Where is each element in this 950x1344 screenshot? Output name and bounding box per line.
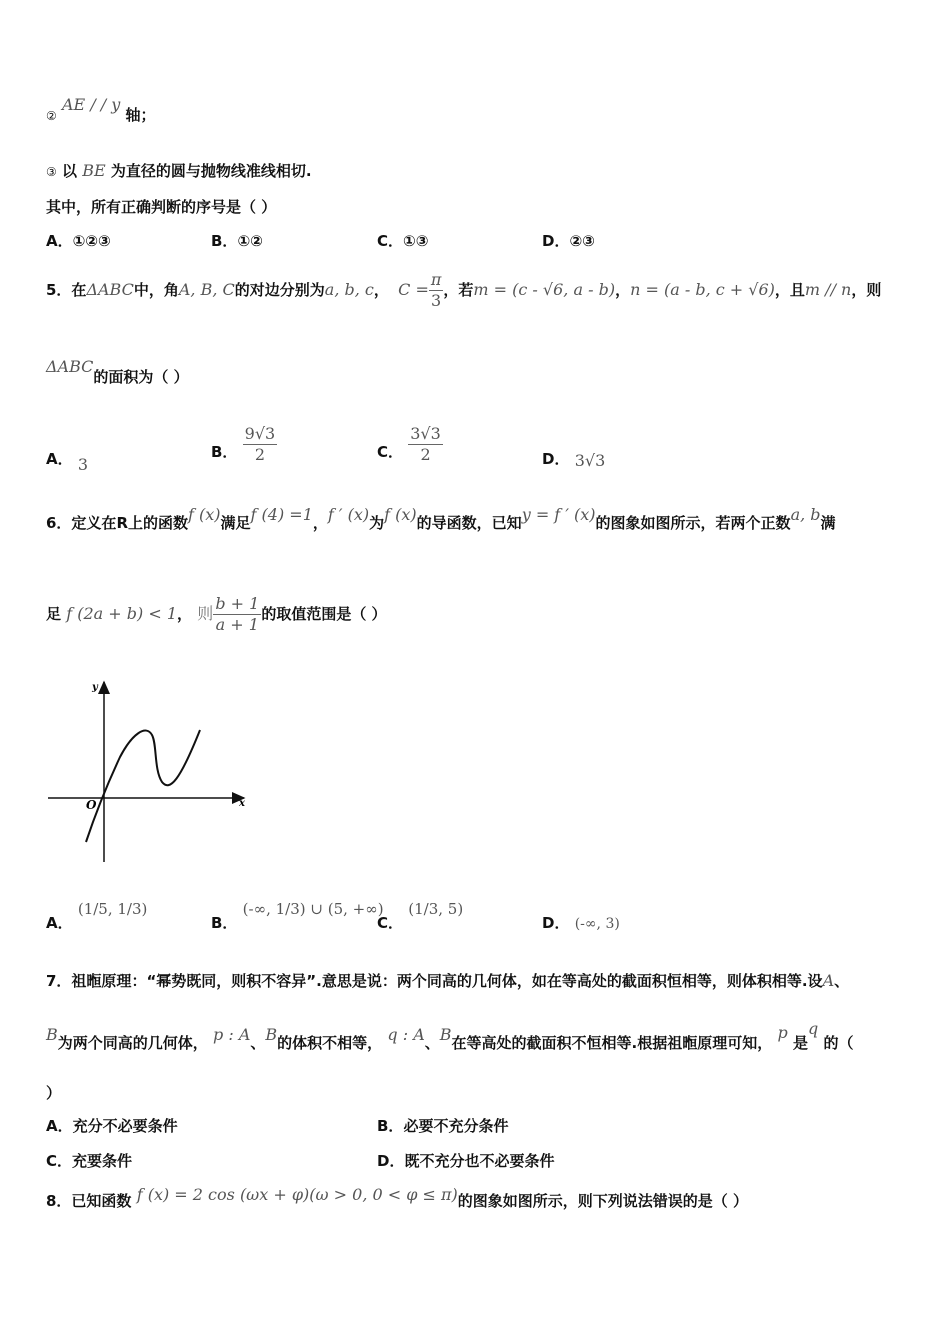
option-text: ①②③ bbox=[72, 232, 111, 250]
option-value: 3√3 bbox=[574, 451, 606, 470]
q6-option-a[interactable] bbox=[46, 900, 148, 933]
stem-text: 则 bbox=[197, 604, 214, 623]
option-label: A． bbox=[46, 450, 73, 468]
option-text: ②③ bbox=[569, 232, 595, 250]
stem-text: 7．祖暅原理：“幂势既同，则积不容异”.意思是说：两个同高的几何体，如在等高处的截面积恒相等，则体积相等.设 bbox=[46, 972, 823, 990]
option-text: 充要条件 bbox=[72, 1152, 133, 1170]
stem-text: 中，角 bbox=[133, 281, 179, 299]
fraction-denominator: 2 bbox=[420, 445, 431, 464]
math-expr: C = bbox=[398, 280, 429, 299]
q4-option-d[interactable] bbox=[542, 230, 595, 251]
q5-stem-line2 bbox=[46, 357, 189, 387]
stem-text: 的导函数，已知 bbox=[416, 514, 522, 532]
stem-text: 、 bbox=[834, 972, 850, 990]
stem-text: 满 bbox=[820, 514, 836, 532]
y-axis-label: y bbox=[92, 682, 98, 693]
math-expr: p bbox=[777, 1023, 788, 1042]
option-text: 既不充分也不必要条件 bbox=[404, 1152, 555, 1170]
fraction-numerator: 3√3 bbox=[410, 424, 441, 443]
q6-option-b[interactable] bbox=[211, 900, 384, 933]
option-value: (1/5, 1/3) bbox=[77, 900, 148, 918]
stem-text: 为两个同高的几何体， bbox=[57, 1034, 208, 1052]
derivative-curve bbox=[86, 730, 200, 842]
q5-option-c[interactable] bbox=[377, 424, 443, 465]
q4-option-a[interactable] bbox=[46, 230, 111, 251]
option-label: D． bbox=[377, 1152, 405, 1170]
fraction-denominator: 2 bbox=[254, 445, 266, 464]
item-marker: ③ bbox=[46, 165, 57, 179]
q6-stem-line2 bbox=[46, 594, 387, 635]
q7-option-c[interactable] bbox=[46, 1150, 132, 1171]
option-label: C． bbox=[377, 914, 404, 932]
question-number: 5．在 bbox=[46, 281, 87, 299]
q7-stem bbox=[46, 970, 916, 991]
option-label: B． bbox=[377, 1117, 404, 1135]
q7-option-a[interactable] bbox=[46, 1115, 178, 1136]
option-text: ①② bbox=[237, 232, 263, 250]
math-expr: ΔABC bbox=[46, 357, 94, 376]
math-expr: y = f ′ (x) bbox=[521, 505, 596, 524]
x-axis-label: x bbox=[239, 798, 245, 809]
stem-text: 的体积不相等， bbox=[277, 1034, 383, 1052]
option-text: ①③ bbox=[403, 232, 429, 250]
fraction-denominator: a + 1 bbox=[215, 615, 259, 634]
stem-text: ， bbox=[615, 281, 631, 299]
math-expr: BE bbox=[82, 161, 106, 180]
q5-stem bbox=[46, 270, 906, 311]
option-label: C． bbox=[377, 232, 404, 250]
q8-stem bbox=[46, 1185, 749, 1211]
fraction-numerator: 9√3 bbox=[244, 424, 276, 443]
item-text: 以 bbox=[62, 162, 78, 180]
stem-text: 是 bbox=[792, 1034, 808, 1052]
question-number: 8．已知函数 bbox=[46, 1192, 132, 1210]
q7-stem-line2 bbox=[46, 1019, 916, 1053]
fraction-b1-over-a1 bbox=[213, 594, 261, 635]
stem-text: 在等高处的截面积不恒相等.根据祖暅原理可知， bbox=[451, 1034, 773, 1052]
math-expr: AE / / y bbox=[62, 95, 121, 114]
math-expr: B bbox=[265, 1025, 278, 1044]
stem-text: 的图象如图所示，若两个正数 bbox=[595, 514, 791, 532]
q7-stem-line3: ） bbox=[46, 1084, 62, 1102]
item-text: 轴； bbox=[125, 106, 156, 124]
option-label: B． bbox=[211, 914, 238, 932]
math-expr: f (x) bbox=[384, 505, 417, 524]
stem-text: ， bbox=[312, 514, 328, 532]
q4-option-b[interactable] bbox=[211, 230, 263, 251]
math-expr: f (2a + b) < 1 bbox=[66, 604, 178, 623]
origin-label: O bbox=[86, 798, 97, 812]
item-marker: ② bbox=[46, 109, 57, 123]
q6-option-d[interactable] bbox=[542, 912, 620, 933]
q7-option-b[interactable] bbox=[377, 1115, 508, 1136]
math-expr: q bbox=[807, 1019, 819, 1038]
option-fraction bbox=[408, 424, 443, 465]
q5-option-b[interactable] bbox=[211, 424, 277, 465]
q4-option-c[interactable] bbox=[377, 230, 428, 251]
q5-option-d[interactable] bbox=[542, 448, 605, 469]
option-label: B． bbox=[211, 232, 238, 250]
stem-text: 、 bbox=[250, 1034, 266, 1052]
q4-item-3 bbox=[46, 160, 312, 181]
math-expr: f ′ (x) bbox=[327, 505, 370, 524]
vector-m: m = (c - √6, a - b) bbox=[473, 280, 616, 299]
q5-option-a[interactable] bbox=[46, 448, 89, 474]
q7-option-d[interactable] bbox=[377, 1150, 554, 1171]
option-value: (1/3, 5) bbox=[408, 900, 464, 918]
stem-text: 的（ bbox=[823, 1034, 854, 1052]
stem-text: 、 bbox=[424, 1034, 440, 1052]
stem-text: 的取值范围是（ ） bbox=[261, 605, 387, 623]
math-expr: B bbox=[439, 1025, 452, 1044]
option-value: 3 bbox=[77, 455, 89, 474]
fraction-numerator: b + 1 bbox=[215, 594, 260, 613]
q6-option-c[interactable] bbox=[377, 900, 464, 933]
stem-text: 的图象如图所示，则下列说法错误的是（ ） bbox=[457, 1192, 749, 1210]
q6-stem bbox=[46, 505, 906, 533]
stem-text: 足 bbox=[46, 605, 62, 623]
stem-text: ， bbox=[373, 281, 389, 299]
option-label: D． bbox=[542, 450, 570, 468]
stem-text: 为 bbox=[369, 514, 385, 532]
stem-text: ，且 bbox=[774, 281, 805, 299]
option-text: 必要不充分条件 bbox=[403, 1117, 509, 1135]
q4-prompt: 其中，所有正确判断的序号是（ ） bbox=[46, 198, 277, 216]
q4-item-2 bbox=[46, 95, 156, 125]
stem-text: ， bbox=[177, 605, 193, 623]
option-label: C． bbox=[46, 1152, 73, 1170]
stem-text: ，若 bbox=[443, 281, 474, 299]
math-expr: a, b, c bbox=[324, 280, 374, 299]
option-label: A． bbox=[46, 232, 73, 250]
math-expr: a, b bbox=[790, 505, 821, 524]
option-value: (-∞, 1/3) ∪ (5, +∞) bbox=[242, 900, 384, 918]
stem-text: R bbox=[116, 514, 128, 532]
derivative-graph bbox=[40, 672, 260, 872]
fraction-pi-over-3 bbox=[429, 270, 444, 311]
math-expr: f (x) = 2 cos (ωx + φ)(ω > 0, 0 < φ ≤ π) bbox=[136, 1185, 458, 1204]
math-expr: ΔABC bbox=[86, 280, 134, 299]
math-expr: f (4) =1 bbox=[250, 505, 313, 524]
option-label: B． bbox=[211, 443, 238, 461]
fraction-denominator: 3 bbox=[431, 291, 442, 310]
math-expr: f (x) bbox=[188, 505, 221, 524]
stem-text: 的对边分别为 bbox=[234, 281, 325, 299]
option-text: 充分不必要条件 bbox=[72, 1117, 178, 1135]
option-fraction bbox=[243, 424, 278, 465]
option-label: D． bbox=[542, 914, 570, 932]
math-expr: A bbox=[822, 971, 835, 990]
math-expr: m // n bbox=[804, 280, 852, 299]
stem-text: 满足 bbox=[220, 514, 251, 532]
vector-n: n = (a - b, c + √6) bbox=[630, 280, 775, 299]
question-number: 6．定义在 bbox=[46, 514, 117, 532]
option-label: A． bbox=[46, 914, 73, 932]
item-text: 为直径的圆与抛物线准线相切. bbox=[110, 162, 312, 180]
math-expr: p : A bbox=[213, 1025, 251, 1044]
option-label: C． bbox=[377, 443, 404, 461]
stem-text: ，则 bbox=[851, 281, 882, 299]
math-expr: B bbox=[46, 1025, 58, 1044]
option-value: (-∞, 3) bbox=[574, 916, 620, 932]
fraction-numerator: π bbox=[430, 270, 442, 289]
math-expr: q : A bbox=[387, 1025, 425, 1044]
stem-text: 上的函数 bbox=[128, 514, 189, 532]
option-label: D． bbox=[542, 232, 570, 250]
math-expr: A, B, C bbox=[178, 280, 235, 299]
stem-text: 的面积为（ ） bbox=[93, 368, 189, 386]
option-label: A． bbox=[46, 1117, 73, 1135]
